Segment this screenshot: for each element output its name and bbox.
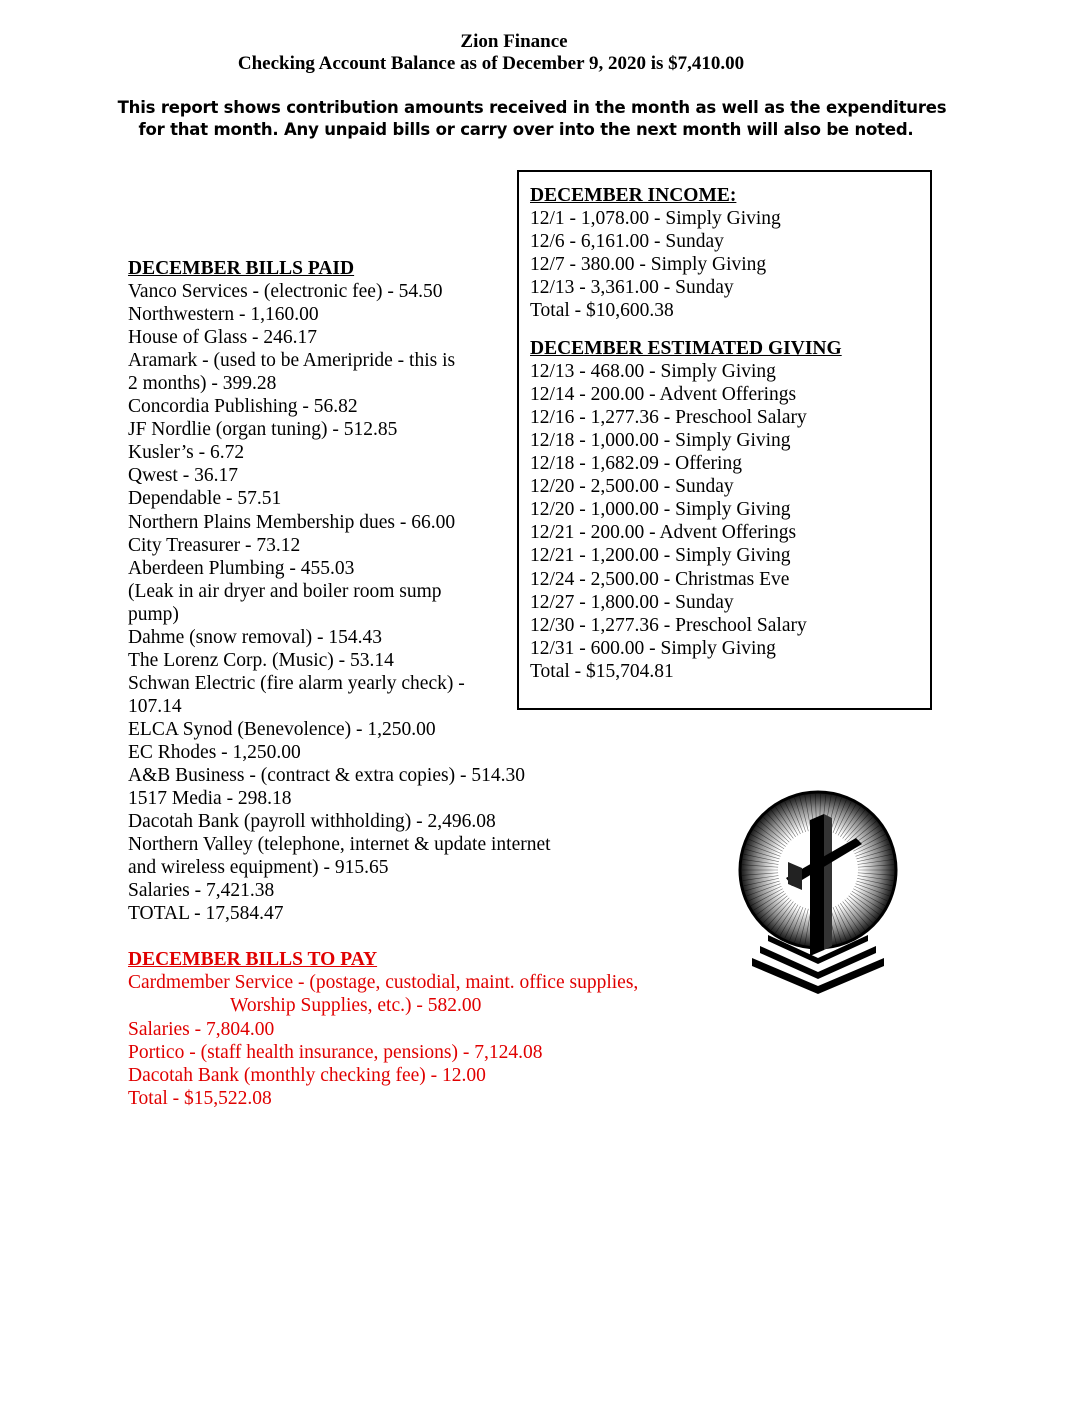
estimated-giving-line: 12/14 - 200.00 - Advent Offerings <box>530 383 797 405</box>
bill-paid-line: Dahme (snow removal) - 154.43 <box>128 626 382 648</box>
estimated-giving-line: 12/13 - 468.00 - Simply Giving <box>530 360 776 382</box>
balance-line: Checking Account Balance as of December 9, 2020 is $7,410.00 <box>237 53 745 74</box>
bill-paid-line: City Treasurer - 73.12 <box>128 534 301 556</box>
income-line: 12/7 - 380.00 - Simply Giving <box>530 254 767 276</box>
bill-paid-line: Dacotah Bank (payroll withholding) - 2,496.08 <box>128 811 496 833</box>
bill-paid-line: pump) <box>128 603 179 625</box>
bill-paid-line: ELCA Synod (Benevolence) - 1,250.00 <box>128 718 436 740</box>
bill-to-pay-line: Dacotah Bank (monthly checking fee) - 12.00 <box>128 1064 486 1086</box>
estimated-giving-line: 12/30 - 1,277.36 - Preschool Salary <box>530 614 807 636</box>
estimated-giving-heading: DECEMBER ESTIMATED GIVING <box>530 337 842 359</box>
estimated-giving-line: 12/20 - 2,500.00 - Sunday <box>530 476 734 498</box>
bill-paid-line: Kusler’s - 6.72 <box>128 442 245 464</box>
bill-paid-line: Northern Valley (telephone, internet & update internet <box>128 834 551 856</box>
bill-paid-line: Northwestern - 1,160.00 <box>128 304 319 326</box>
bill-paid-line: The Lorenz Corp. (Music) - 53.14 <box>128 649 394 671</box>
bill-paid-line: Northern Plains Membership dues - 66.00 <box>128 511 456 533</box>
bill-to-pay-line: Total - $15,522.08 <box>128 1087 272 1109</box>
income-box <box>517 170 932 710</box>
page-title: Zion Finance <box>460 31 568 52</box>
estimated-giving-line: 12/18 - 1,682.09 - Offering <box>530 453 742 475</box>
bill-to-pay-line: Salaries - 7,804.00 <box>128 1018 275 1040</box>
bill-to-pay-line: Cardmember Service - (postage, custodial, maint. office supplies, <box>128 972 639 994</box>
estimated-giving-line: 12/31 - 600.00 - Simply Giving <box>530 637 776 659</box>
bill-to-pay-line: Portico - (staff health insurance, pensions) - 7,124.08 <box>128 1041 543 1063</box>
estimated-giving-line: 12/24 - 2,500.00 - Christmas Eve <box>530 568 790 590</box>
bill-paid-line: EC Rhodes - 1,250.00 <box>128 741 301 763</box>
income-heading: DECEMBER INCOME: <box>530 185 737 206</box>
bill-paid-line: Vanco Services - (electronic fee) - 54.50 <box>128 281 443 303</box>
bill-paid-line: Schwan Electric (fire alarm yearly check) - <box>128 672 465 694</box>
estimated-giving-line: 12/18 - 1,000.00 - Simply Giving <box>530 429 791 451</box>
cross-sunburst-logo-icon <box>738 790 898 1000</box>
bill-paid-line: and wireless equipment) - 915.65 <box>128 857 389 879</box>
bill-paid-line: TOTAL - 17,584.47 <box>128 903 284 925</box>
bill-paid-line: Dependable - 57.51 <box>128 488 282 510</box>
income-list <box>530 207 930 322</box>
bills-to-pay-heading: DECEMBER BILLS TO PAY <box>128 949 378 971</box>
bill-paid-line: House of Glass - 246.17 <box>128 327 318 349</box>
bill-paid-line: Aramark - (used to be Ameripride - this is <box>128 350 456 372</box>
estimated-giving-list <box>530 360 930 683</box>
bill-paid-line: 107.14 <box>128 695 182 717</box>
bill-paid-line: Concordia Publishing - 56.82 <box>128 396 358 418</box>
income-line: 12/13 - 3,361.00 - Sunday <box>530 277 734 299</box>
bill-paid-line: A&B Business - (contract & extra copies) - 514.30 <box>128 765 525 787</box>
bill-paid-line: 2 months) - 399.28 <box>128 373 277 395</box>
intro-line-2: for that month. Any unpaid bills or carry over into the next month will also be noted. <box>138 120 914 139</box>
estimated-giving-line: 12/16 - 1,277.36 - Preschool Salary <box>530 406 807 428</box>
bill-paid-line: Aberdeen Plumbing - 455.03 <box>128 557 355 579</box>
bill-paid-line: JF Nordlie (organ tuning) - 512.85 <box>128 419 398 441</box>
estimated-giving-line: 12/27 - 1,800.00 - Sunday <box>530 591 734 613</box>
income-line: Total - $10,600.38 <box>530 300 674 322</box>
income-line: 12/6 - 6,161.00 - Sunday <box>530 231 724 253</box>
bill-paid-line: Salaries - 7,421.38 <box>128 880 275 902</box>
bills-paid-heading: DECEMBER BILLS PAID <box>128 258 355 279</box>
bill-paid-line: 1517 Media - 298.18 <box>128 788 292 810</box>
estimated-giving-line: Total - $15,704.81 <box>530 660 674 682</box>
estimated-giving-line: 12/21 - 1,200.00 - Simply Giving <box>530 545 791 567</box>
bills-to-pay-list <box>128 971 648 1109</box>
estimated-giving-line: 12/21 - 200.00 - Advent Offerings <box>530 522 797 544</box>
estimated-giving-line: 12/20 - 1,000.00 - Simply Giving <box>530 499 791 521</box>
intro-line-1: This report shows contribution amounts received in the month as well as the expenditures <box>117 98 947 117</box>
income-line: 12/1 - 1,078.00 - Simply Giving <box>530 208 781 230</box>
bill-to-pay-line: Worship Supplies, etc.) - 582.00 <box>230 995 482 1017</box>
bill-paid-line: Qwest - 36.17 <box>128 465 238 487</box>
bill-paid-line: (Leak in air dryer and boiler room sump <box>128 580 442 602</box>
